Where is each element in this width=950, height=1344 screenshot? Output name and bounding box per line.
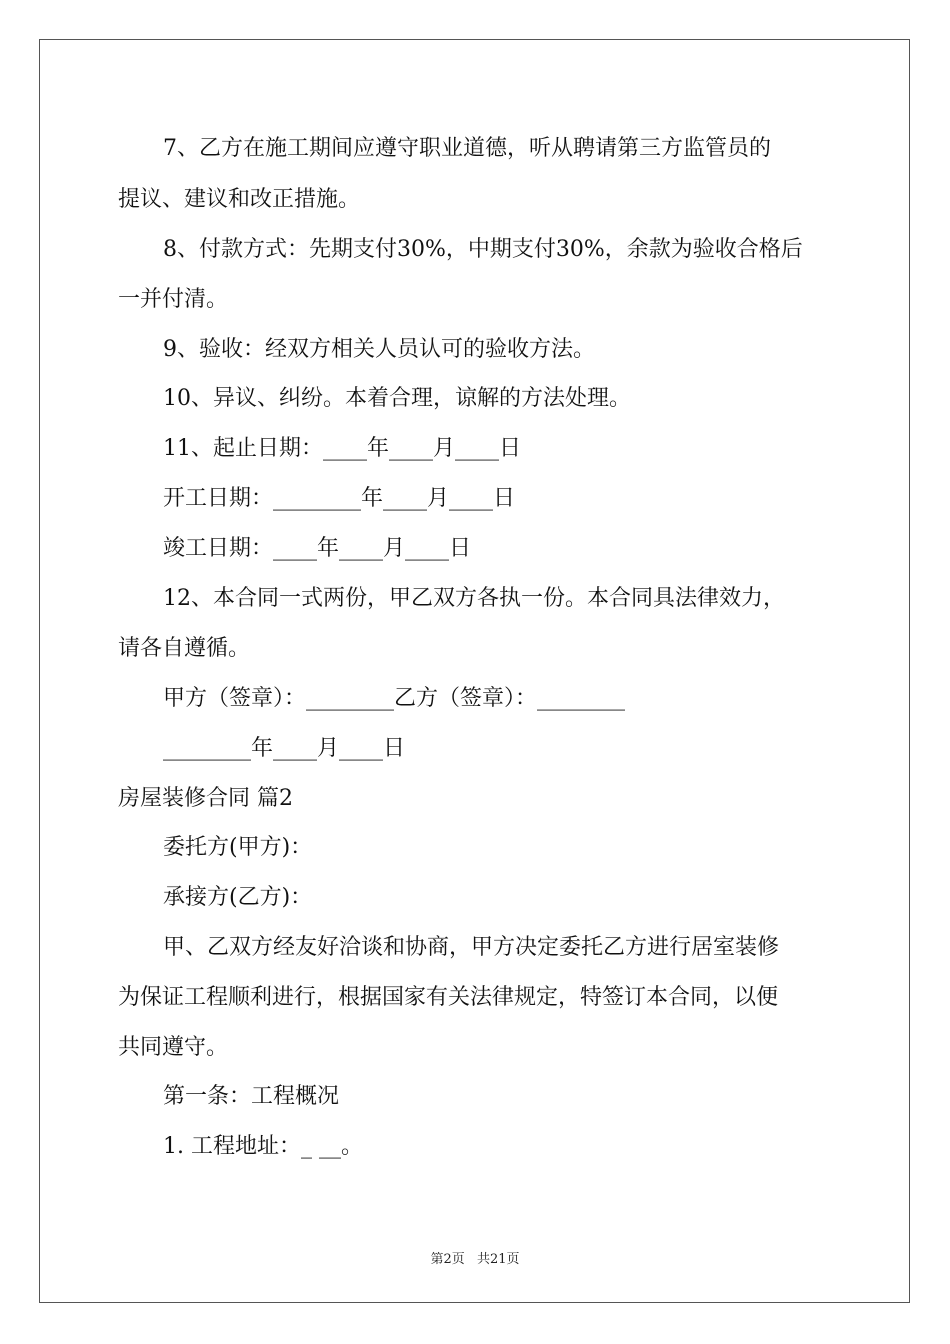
text-line: 甲、乙双方经友好洽谈和协商，甲方决定委托乙方进行居室装修 (163, 935, 780, 960)
text-line: 7、乙方在施工期间应遵守职业道德，听从聘请第三方监管员的 (163, 136, 771, 161)
text-line: 9、验收：经双方相关人员认可的验收方法。 (163, 337, 595, 362)
signature-line: 甲方（签章）：________乙方（签章）：________ (163, 686, 626, 711)
text-line: 开工日期：________年____月____日 (163, 486, 516, 511)
text-line: 一并付清。 (118, 287, 229, 312)
text-line: 1. 工程地址：_ __。 (163, 1134, 363, 1159)
text-line: 提议、建议和改正措施。 (118, 187, 361, 212)
page-total: 共21页 (476, 1252, 520, 1267)
date-line: ________年____月____日 (163, 736, 406, 761)
text-line: 共同遵守。 (118, 1035, 229, 1060)
section-title: 房屋装修合同 篇2 (118, 786, 293, 811)
text-line: 10、异议、纠纷。本着合理，谅解的方法处理。 (163, 386, 631, 411)
text-line: 12、本合同一式两份，甲乙双方各执一份。本合同具法律效力， (163, 586, 785, 611)
text-line: 为保证工程顺利进行，根据国家有关法律规定，特签订本合同，以便 (118, 985, 779, 1010)
page-footer (0, 1248, 950, 1267)
text-line: 竣工日期：____年____月____日 (163, 536, 472, 561)
page-number: 第2页 (430, 1252, 465, 1267)
text-line: 11、起止日期：____年____月____日 (163, 436, 521, 461)
text-line: 第一条：工程概况 (163, 1084, 340, 1109)
text-line: 委托方(甲方)： (163, 835, 313, 860)
text-line: 8、付款方式：先期支付30%，中期支付30%，余款为验收合格后 (163, 237, 803, 262)
page-border (39, 39, 910, 1303)
text-line: 请各自遵循。 (118, 636, 251, 661)
text-line: 承接方(乙方)： (163, 885, 313, 910)
